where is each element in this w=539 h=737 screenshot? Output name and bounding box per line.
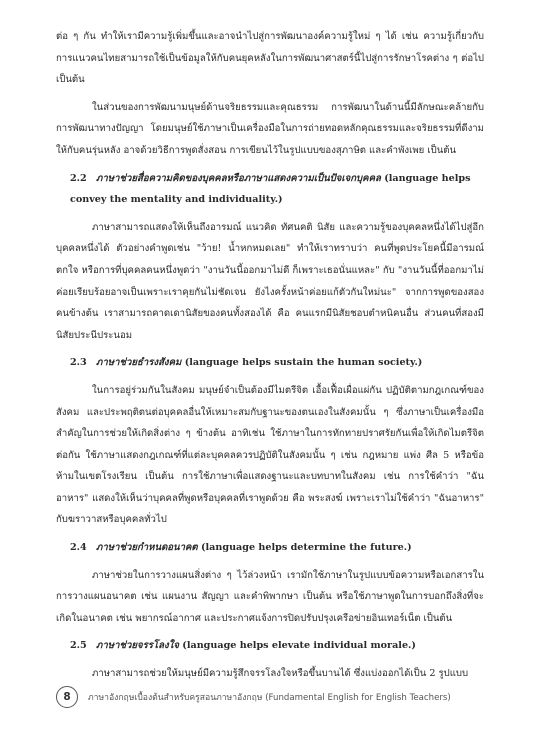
paragraph-2: ในส่วนของการพัฒนามนุษย์ด้านจริยธรรมและคุณธรรม การพัฒนาในด้านนี้มีลักษณะคล้ายกับการพัฒนาทางปัญญา โดยมนุษย์ใช้ภาษาเป็นเครื่องมือในการถ่ายทอดหลักคุณธรรมและจริยธรรมที่ดีงามให้กับคนรุ่นหลัง อาจด้วยวิธีการพูดสั่งสอน การเขียนไว้ในรูปแบบของสุภาษิต และคำพังเพย เป็นต้น xyxy=(56,101,484,156)
section-number: 2.4 xyxy=(70,542,87,554)
paragraph-5: ภาษาช่วยในการวางแผนสิ่งต่าง ๆ ไว้ล่วงหน้า เรามักใช้ภาษาในรูปแบบข้อความหรือเอกสารในการวางแผนอนาคต เช่น แผนงาน สัญญา และคำพิพากษา เป็นต้น หรือใช้ภาษาพูดในการบอกถึงสิ่งที่จะเกิดในอนาคต เช่น พยากรณ์อากาศ และประกาศแจ้งการปิดปรับปรุงเครือข่ายอินเทอร์เน็ต เป็นต้น xyxy=(56,569,484,624)
paragraph-6: ภาษาสามารถช่วยให้มนุษย์มีความรู้สึกจรรโลงใจหรือขึ้นบานได้ ซึ่งแบ่งออกได้เป็น 2 รูปแบบ xyxy=(92,668,469,680)
section-heading-2-5 xyxy=(70,635,484,657)
page-number-badge: 8 xyxy=(56,686,78,708)
page-footer xyxy=(56,683,496,711)
page-body xyxy=(56,26,484,691)
section-title-english: (language helps determine the future.) xyxy=(201,542,412,554)
paragraph-1: ต่อ ๆ กัน ทำให้เรามีความรู้เพิ่มขึ้นและอาจนำไปสู่การพัฒนาองค์ความรู้ใหม่ ๆ ได้ เช่น ความรู้เกี่ยวกับการแนวคนไทยสามารถใช้เป็นข้อมูลให้กับคนยุคหลังในการพัฒนาศาสตร์นี้ไปสู่การรักษาโรคต่าง ๆ ต่อไป เป็นต้น xyxy=(56,31,484,86)
section-title-thai: ภาษาช่วยจรรโลงใจ xyxy=(96,640,179,652)
running-title: ภาษาอังกฤษเบื้องต้นสำหรับครูสอนภาษาอังกฤษ (Fundamental English for English Teachers) xyxy=(88,693,451,703)
section-title-english: (language helps elevate individual morale.) xyxy=(182,640,416,652)
section-title-english: (language helps convey the mentality and individuality.) xyxy=(70,172,471,206)
section-title-thai: ภาษาช่วยธำรงสังคม xyxy=(96,357,182,369)
section-title-thai: ภาษาช่วยกำหนดอนาคต xyxy=(96,542,198,554)
section-heading-2-4 xyxy=(70,537,484,559)
section-heading-2-3 xyxy=(70,352,484,374)
section-heading-2-2 xyxy=(70,168,484,211)
paragraph-3: ภาษาสามารถแสดงให้เห็นถึงอารมณ์ แนวคิด ทัศนคติ นิสัย และความรู้ของบุคคลหนึ่งได้ไปสู่อีกบุคคลหนึ่งได้ ตัวอย่างคำพูดเช่น "ว้าย! น้ำหกหมดเลย" ทำให้เราทราบว่า คนที่พูดประโยคนี้มีอารมณ์ตกใจ หรือการที่บุคคลคนหนึ่งพูดว่า "งานวันนี้ออกมาไม่ดี ก็เพราะเธอนั่นแหละ" กับ "งานวันนี้ที่ออกมาไม่ค่อยเรียบร้อยอาจเป็นเพราะเราคุยกันไม่ชัดเจน ยังไงครั้งหน้าค่อยแก้ตัวกันใหม่นะ" จากการพูดของสองคนข้างต้น เราสามารถคาดเดานิสัยของคนทั้งสองได้ คือ คนแรกมีนิสัยชอบตำหนิคนอื่น ส่วนคนที่สองมีนิสัยประนีประนอม xyxy=(56,221,484,341)
section-title-english: (language helps sustain the human society.) xyxy=(184,357,423,369)
section-title-thai: ภาษาช่วยสื่อความคิดของบุคคลหรือภาษาแสดงความเป็นปัจเจกบุคคล xyxy=(96,172,381,184)
section-number: 2.5 xyxy=(70,640,87,652)
section-number: 2.3 xyxy=(70,357,87,369)
section-number: 2.2 xyxy=(70,172,87,184)
paragraph-4: ในการอยู่ร่วมกันในสังคม มนุษย์จำเป็นต้องมีไมตรีจิต เอื้อเฟื้อเผื่อแผ่กัน ปฏิบัติตามกฎเกณฑ์ของสังคม และประพฤติตนต่อบุคคลอื่นให้เหมาะสมกับฐานะของตนเองในสังคมนั้น ๆ ซึ่งภาษาเป็นเครื่องมือสำคัญในการช่วยให้เกิดสิ่งต่าง ๆ ข้างต้น อาทิเช่น ใช้ภาษาในการทักทายปราศรัยกันเพื่อให้เกิดไมตรีจิตต่อกัน ใช้ภาษาแสดงกฎเกณฑ์ที่แต่ละบุคคลควรปฏิบัติในสังคมนั้น ๆ เช่น กฎหมาย แพ่ง ศีล 5 หรือข้อห้ามในเขตโรงเรียน เป็นต้น การใช้ภาษาเพื่อแสดงฐานะและบทบาทในสังคม เช่น การใช้คำว่า "ฉันอาหาร" แสดงให้เห็นว่าบุคคลที่พูดหรือบุคคลที่เราพูดด้วย คือ พระสงฆ์ เพราะเราไม่ใช้คำว่า "ฉันอาหาร" กับฆราวาสหรือบุคคลทั่วไป xyxy=(56,384,484,526)
